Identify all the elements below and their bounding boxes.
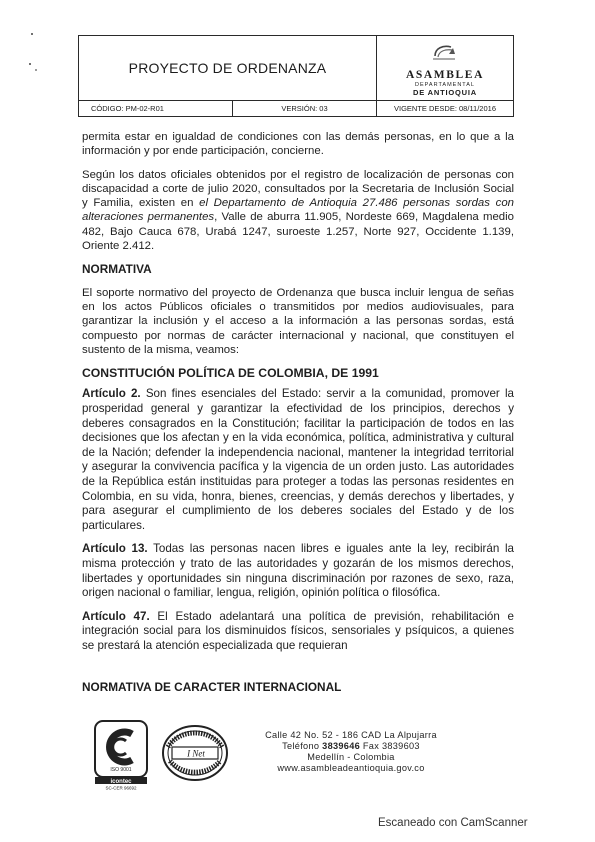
address-line: Calle 42 No. 52 - 186 CAD La Alpujarra: [265, 730, 437, 740]
paragraph: permita estar en igualdad de condiciones con las demás personas, en lo que a la información y por ende participación, concierne.: [82, 131, 514, 158]
org-name: ASAMBLEA: [406, 69, 484, 81]
section-heading: NORMATIVA DE CARACTER INTERNACIONAL: [82, 680, 342, 694]
icontec-label: icontec: [110, 779, 132, 785]
fax-number: Fax 3839603: [360, 741, 420, 751]
section-heading: CONSTITUCIÓN POLÍTICA DE COLOMBIA, DE 1991: [82, 366, 379, 381]
document-code: CÓDIGO: PM-02-R01: [79, 101, 233, 117]
contact-address: [236, 730, 466, 774]
article-label: Artículo 13.: [82, 542, 148, 556]
article-text: El Estado adelantará una política de previsión, rehabilitación e integración social para los disminuidos físicos, sensoriales y psíquicos, a quienes se prestará la atención especializada que requieran: [82, 609, 514, 652]
iso-label: ISO 9001: [110, 767, 132, 773]
article-text: Son fines esenciales del Estado: servir a la comunidad, promover la prosperidad general y garantizar la efectividad de los principios, derechos y deberes consagrados en la Constitución; facilitar la participación de todos en las decisiones que los afectan y en la vida económica, política, administrativa y cultural de la Nación; defender la independencia nacional, mantener la integridad territorial y asegurar la convivencia pacífica y la vigencia de un orden justo. Las autoridades de la República están instituidas para proteger a todas las personas residentes en Colombia, en su vida, honra, bienes, creencias, y demás derechos y libertades, y para asegurar el cumplimiento de los deberes sociales del Estado y de los particulares.: [82, 387, 514, 532]
text-run: Según los datos oficiales obtenidos por el registro de localización de personas con discapacidad a corte de julio 2020, consultados por la Secretaria de Inclusión Social y Familia, existen en: [82, 168, 514, 210]
document-body: [82, 130, 514, 663]
asamblea-logo: [377, 36, 513, 100]
scanner-watermark: Escaneado con CamScanner: [378, 817, 528, 829]
phone-label: Teléfono: [282, 741, 323, 751]
city-line: Medellín - Colombia: [307, 752, 395, 762]
asamblea-logo-icon: [429, 42, 461, 62]
text-run: , Valle de aburra 11.905, Nordeste 669, Magdalena medio 482, Bajo Cauca 678, Urabá 1247, suroeste 1.257, Norte 927, Occidente 1.139, Oriente 2.412.: [82, 211, 514, 253]
iqnet-label: I Net: [187, 748, 205, 759]
iqnet-seal-icon: [160, 723, 230, 783]
org-subtitle: DEPARTAMENTAL: [415, 82, 475, 88]
phone-line: [236, 741, 466, 752]
valid-from-date: VIGENTE DESDE: 08/11/2016: [394, 104, 496, 113]
document-title: PROYECTO DE ORDENANZA: [79, 36, 377, 100]
document-header: [78, 35, 514, 117]
document-version: VERSIÓN: 03: [233, 101, 377, 117]
article-text: Todas las personas nacen libres e iguales ante la ley, recibirán la misma protección y trato de las autoridades y gozarán de los mismos derechos, libertades y oportunidades sin ninguna discriminación por razones de sexo, raza, origen nacional o familiar, lengua, religión, opinión política o filosófica.: [82, 542, 514, 600]
certificate-number: SC-CER 96692: [105, 785, 137, 790]
article-13: [82, 542, 514, 600]
paragraph: El soporte normativo del proyecto de Ordenanza que busca incluir lengua de señas en los actos Públicos oficiales o transmitidos por medios audiovisuales, para garantizar la inclusión y el acceso a la información a las personas sordas, está compuesto por normas de carácter internacional y nacional, que constituyen el sustento de la misma, veamos:: [82, 286, 514, 356]
scan-specks: [26, 30, 46, 80]
article-label: Artículo 2.: [82, 387, 141, 401]
article-2: [82, 387, 514, 533]
phone-number: 3839646: [322, 741, 361, 751]
article-47: [82, 610, 514, 654]
emphasis-text: el Departamento de Antioquia 27.486 personas sordas con alteraciones permanentes: [82, 197, 514, 224]
paragraph: [82, 168, 514, 254]
org-region: DE ANTIOQUIA: [413, 88, 477, 97]
section-heading: NORMATIVA: [82, 262, 152, 277]
article-label: Artículo 47.: [82, 609, 150, 623]
icontec-seal-icon: [92, 720, 152, 790]
website-link[interactable]: www.asambleadeantioquia.gov.co: [277, 763, 425, 773]
header-meta-row: [79, 100, 513, 116]
